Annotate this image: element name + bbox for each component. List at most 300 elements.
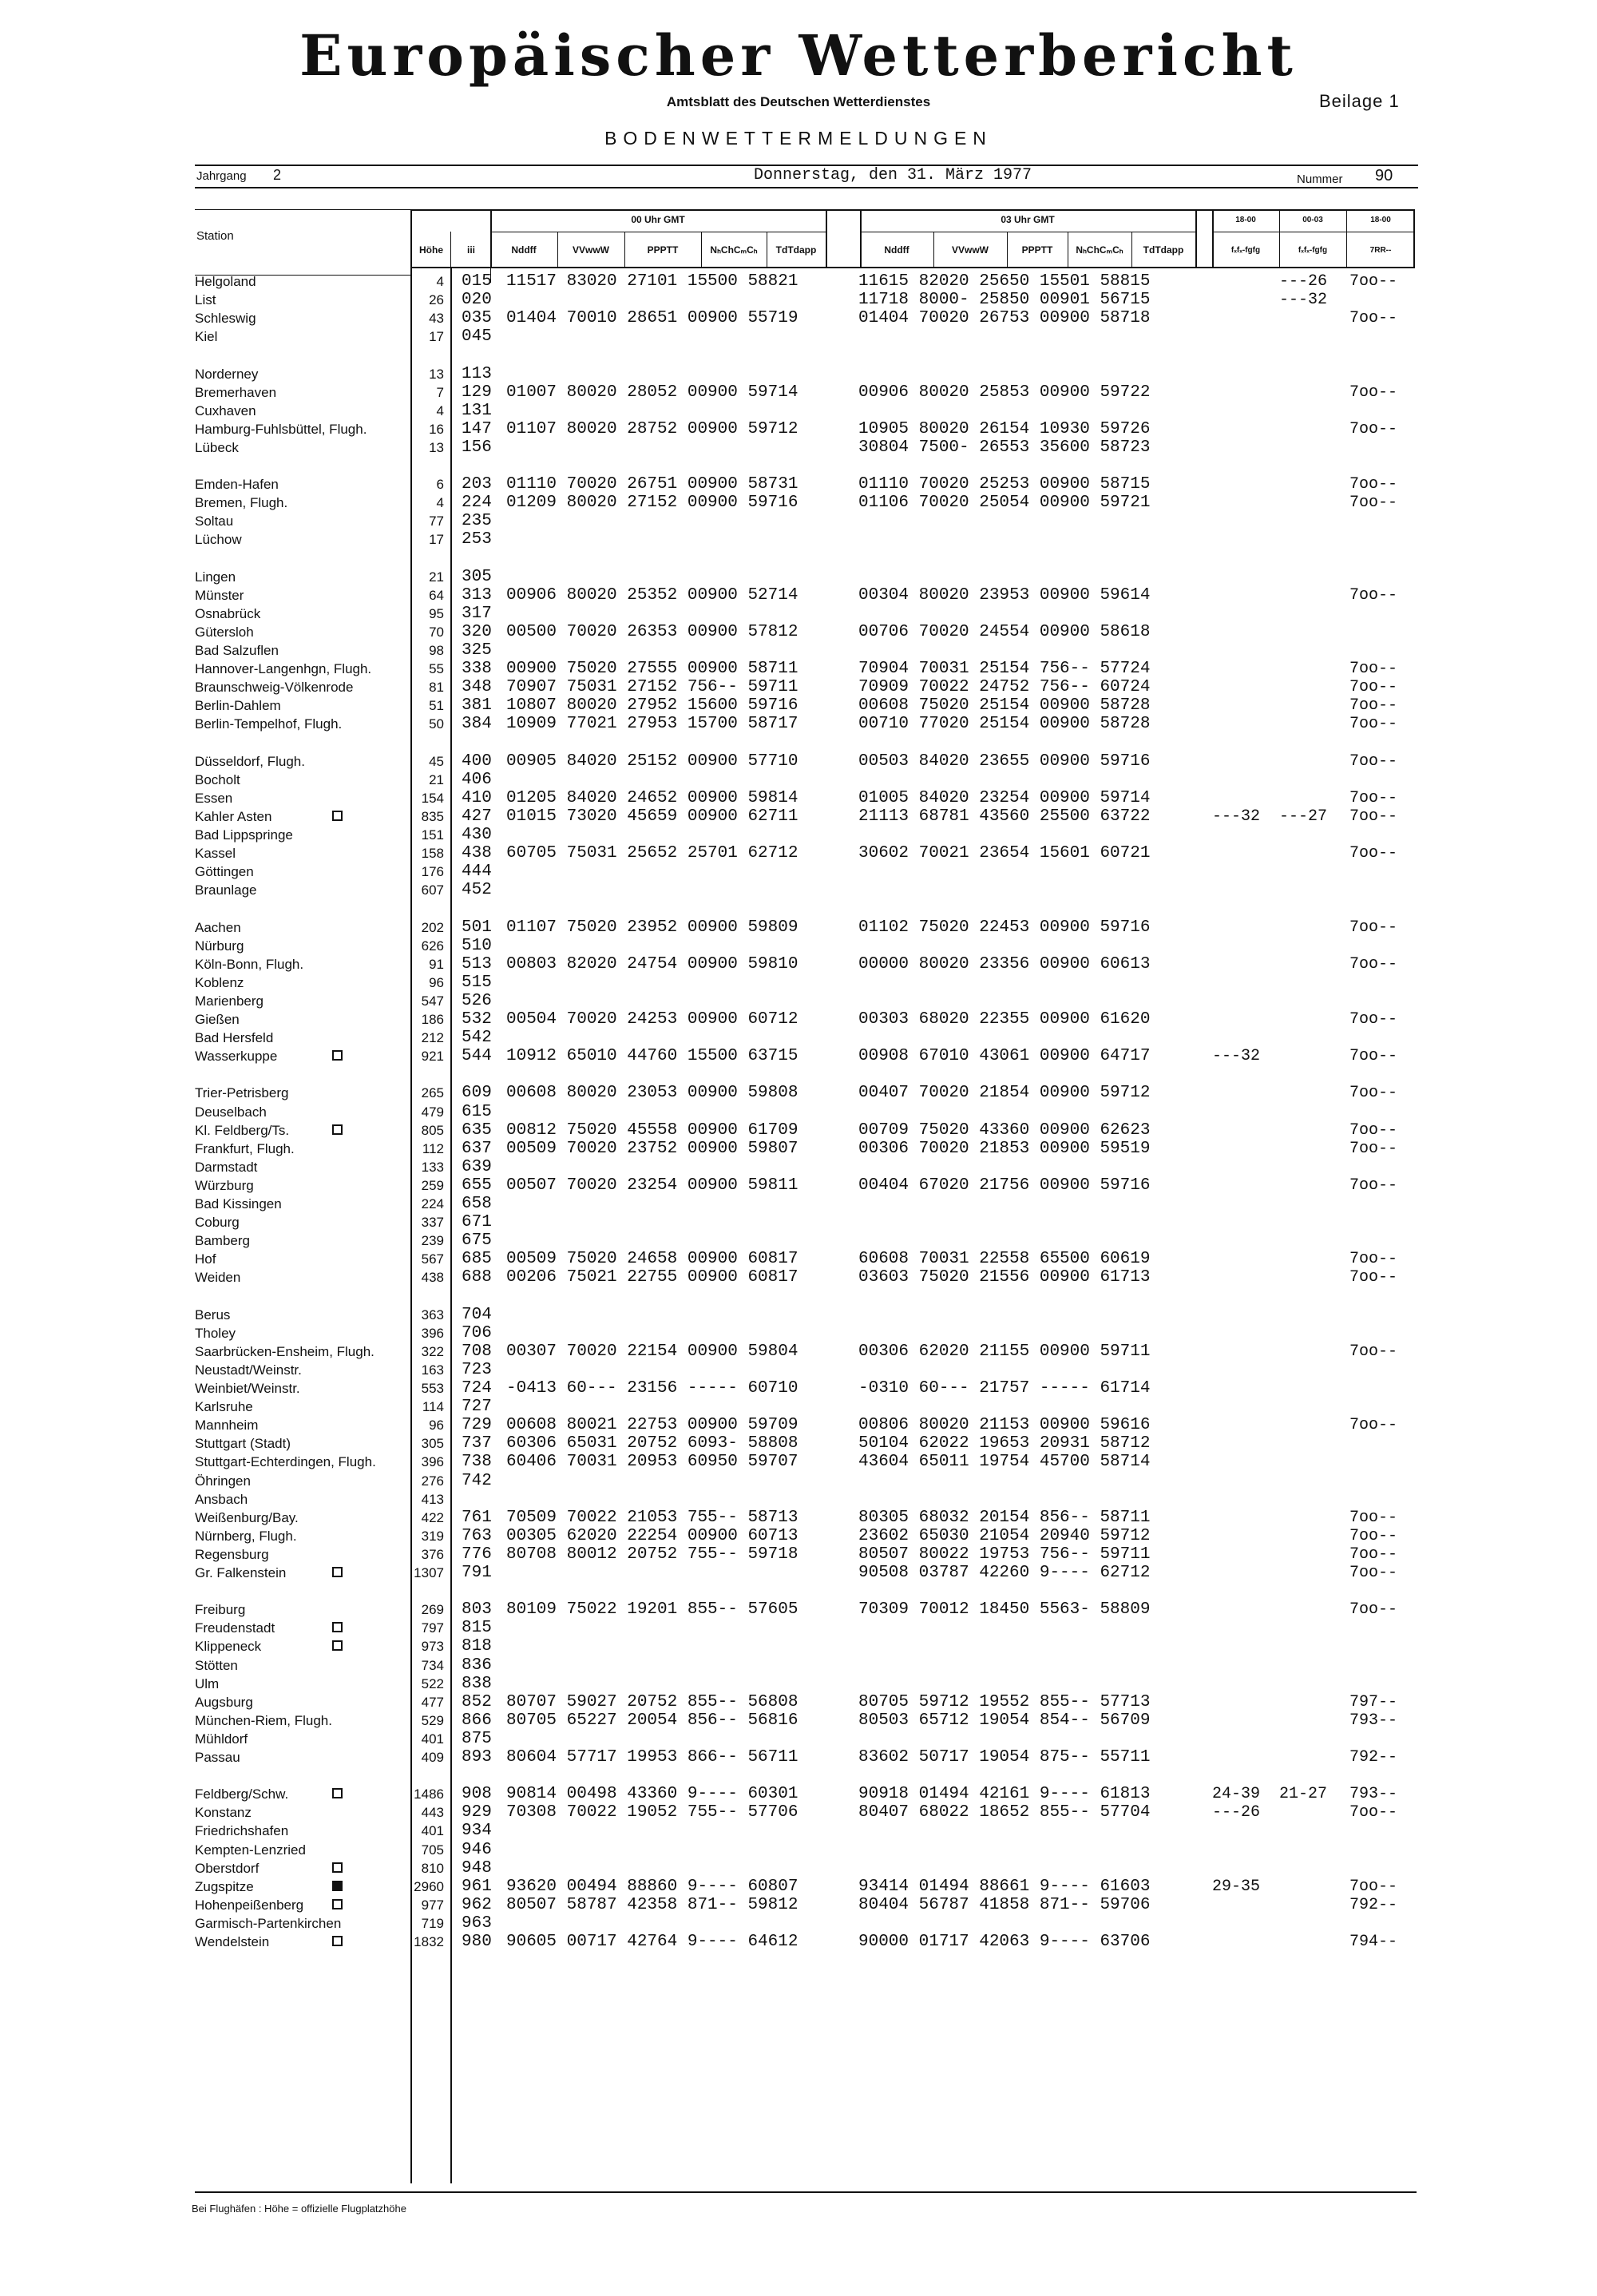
observation-03: 90508 03787 42260 9---- 62712 bbox=[858, 1564, 1151, 1582]
observation-00: 93620 00494 88860 9---- 60807 bbox=[506, 1877, 798, 1896]
hdr-div bbox=[933, 232, 934, 267]
observation-03: 70309 70012 18450 5563- 58809 bbox=[858, 1600, 1151, 1620]
table-row bbox=[0, 1416, 1597, 1434]
station-height: 547 bbox=[421, 993, 444, 1009]
hdr-div bbox=[1413, 209, 1415, 267]
station-name: Lübeck bbox=[195, 439, 239, 455]
extra-col-1: 24-39 bbox=[1212, 1785, 1261, 1804]
station-name: Bad Kissingen bbox=[195, 1196, 282, 1211]
group00-header: 00 Uhr GMT bbox=[631, 214, 685, 225]
table-row bbox=[0, 1711, 1597, 1730]
station-name: Kassel bbox=[195, 846, 236, 862]
extra-header-bottom bbox=[1212, 267, 1415, 268]
station-name: Stuttgart (Stadt) bbox=[195, 1436, 291, 1452]
observation-00: 01404 70010 28651 00900 55719 bbox=[506, 309, 798, 328]
hdr-div bbox=[450, 232, 451, 267]
station-height: 163 bbox=[421, 1362, 444, 1378]
station-height: 202 bbox=[421, 919, 444, 935]
open-square-icon bbox=[332, 1862, 343, 1873]
station-header-rule bbox=[195, 209, 410, 210]
station-index: 203 bbox=[462, 475, 492, 494]
observation-03: 01110 70020 25253 00900 58715 bbox=[858, 475, 1151, 494]
extra-col-2: ---26 bbox=[1279, 272, 1328, 291]
station-name: Weiden bbox=[195, 1270, 241, 1286]
station-name: Hamburg-Fuhlsbüttel, Flugh. bbox=[195, 421, 367, 437]
table-row bbox=[0, 1361, 1597, 1379]
station-index: 532 bbox=[462, 1010, 492, 1029]
station-index: 738 bbox=[462, 1453, 492, 1472]
station-index: 685 bbox=[462, 1250, 492, 1269]
table-row bbox=[0, 1213, 1597, 1231]
observation-03: 00908 67010 43061 00900 64717 bbox=[858, 1047, 1151, 1066]
station-name: Düsseldorf, Flugh. bbox=[195, 753, 305, 769]
open-square-icon bbox=[332, 811, 343, 821]
station-height: 21 bbox=[429, 569, 444, 585]
observation-03: 80407 68022 18652 855-- 57704 bbox=[858, 1803, 1151, 1822]
table-row bbox=[0, 623, 1597, 641]
extra-col-3: 797-- bbox=[1349, 1692, 1398, 1711]
station-height: 443 bbox=[421, 1805, 444, 1821]
open-square-icon bbox=[332, 1936, 343, 1946]
station-height: 567 bbox=[421, 1251, 444, 1267]
station-height: 13 bbox=[429, 439, 444, 455]
station-name: Göttingen bbox=[195, 864, 254, 880]
station-index: 838 bbox=[462, 1674, 492, 1693]
temp-03-header: TdTdapp bbox=[1143, 244, 1184, 256]
table-row bbox=[0, 1250, 1597, 1268]
station-height: 977 bbox=[421, 1897, 444, 1913]
extra-col-3: 7oo-- bbox=[1349, 475, 1398, 494]
station-height: 77 bbox=[429, 514, 444, 529]
station-name: Kempten-Lenzried bbox=[195, 1842, 306, 1858]
station-index: 438 bbox=[462, 844, 492, 863]
table-row bbox=[0, 1527, 1597, 1545]
extra-col-2: 21-27 bbox=[1279, 1785, 1328, 1804]
open-square-icon bbox=[332, 1567, 343, 1577]
extra-col-1: ---32 bbox=[1212, 1047, 1261, 1066]
station-index: 724 bbox=[462, 1379, 492, 1398]
station-height: 6 bbox=[436, 477, 444, 493]
observation-00: 10807 80020 27952 15600 59716 bbox=[506, 696, 798, 716]
station-index: 963 bbox=[462, 1913, 492, 1933]
station-height: 522 bbox=[421, 1675, 444, 1691]
table-row bbox=[0, 937, 1597, 955]
station-name: Helgoland bbox=[195, 274, 256, 289]
station-height: 259 bbox=[421, 1177, 444, 1193]
observation-00: 00206 75021 22755 00900 60817 bbox=[506, 1268, 798, 1287]
station-name: Würzburg bbox=[195, 1177, 254, 1193]
station-height: 401 bbox=[421, 1731, 444, 1747]
observation-03: 70904 70031 25154 756-- 57724 bbox=[858, 660, 1151, 679]
table-row bbox=[0, 678, 1597, 696]
table-row bbox=[0, 1121, 1597, 1140]
station-height: 176 bbox=[421, 864, 444, 880]
station-name: Wendelstein bbox=[195, 1934, 270, 1949]
hdr-div bbox=[701, 232, 702, 267]
table-row bbox=[0, 1748, 1597, 1767]
station-height: 133 bbox=[421, 1159, 444, 1175]
station-index: 452 bbox=[462, 881, 492, 900]
table-row bbox=[0, 1103, 1597, 1121]
station-index: 637 bbox=[462, 1139, 492, 1158]
pppt-00-header: PPPTT bbox=[647, 244, 679, 256]
extra-col-3: 7oo-- bbox=[1349, 844, 1398, 863]
station-name: Freiburg bbox=[195, 1602, 246, 1618]
station-name: Karlsruhe bbox=[195, 1399, 253, 1415]
extra-col-3: 7oo-- bbox=[1349, 660, 1398, 679]
table-row bbox=[0, 1047, 1597, 1065]
observation-03: 83602 50717 19054 875-- 55711 bbox=[858, 1748, 1151, 1767]
extra-col-3: 7oo-- bbox=[1349, 1084, 1398, 1103]
table-row bbox=[0, 881, 1597, 899]
hdr-div bbox=[860, 209, 862, 267]
extra-col-3: 7oo-- bbox=[1349, 954, 1398, 974]
station-height: 921 bbox=[421, 1049, 444, 1065]
observation-00: 01205 84020 24652 00900 59814 bbox=[506, 788, 798, 807]
table-row bbox=[0, 918, 1597, 937]
extra-col-3: 7oo-- bbox=[1349, 1139, 1398, 1158]
observation-03: 00706 70020 24554 00900 58618 bbox=[858, 622, 1151, 641]
station-name: Braunschweig-Völkenrode bbox=[195, 680, 354, 696]
extra-col-1: 29-35 bbox=[1212, 1877, 1261, 1896]
extra-col-3: 7oo-- bbox=[1349, 807, 1398, 826]
station-height: 96 bbox=[429, 974, 444, 990]
observation-03: 10905 80020 26154 10930 59726 bbox=[858, 419, 1151, 438]
table-row bbox=[0, 1324, 1597, 1342]
station-name: Konstanz bbox=[195, 1805, 252, 1821]
table-row bbox=[0, 1140, 1597, 1158]
station-name: Nürburg bbox=[195, 938, 244, 954]
observation-00: 80507 58787 42358 871-- 59812 bbox=[506, 1895, 798, 1914]
observation-03: 30804 7500- 26553 35600 58723 bbox=[858, 438, 1151, 457]
station-height: 95 bbox=[429, 605, 444, 621]
station-height: 276 bbox=[421, 1473, 444, 1489]
nddff-03-header: Nddff bbox=[884, 244, 909, 256]
section-heading: BODENWETTERMELDUNGEN bbox=[604, 128, 993, 149]
table-row bbox=[0, 1803, 1597, 1822]
observation-00: 80109 75022 19201 855-- 57605 bbox=[506, 1600, 798, 1620]
extra-col-3: 7oo-- bbox=[1349, 1120, 1398, 1140]
table-row bbox=[0, 1342, 1597, 1361]
table-row bbox=[0, 1637, 1597, 1656]
observation-00: -0413 60--- 23156 ----- 60710 bbox=[506, 1379, 798, 1398]
station-index: 688 bbox=[462, 1268, 492, 1287]
station-name: Weinbiet/Weinstr. bbox=[195, 1381, 300, 1396]
observation-00: 60705 75031 25652 25701 62712 bbox=[506, 844, 798, 863]
station-name: Emden-Hafen bbox=[195, 477, 279, 493]
station-index: 317 bbox=[462, 604, 492, 623]
station-index: 761 bbox=[462, 1508, 492, 1527]
table-row bbox=[0, 1600, 1597, 1619]
extra-col-3: 7oo-- bbox=[1349, 1803, 1398, 1822]
hdr-div bbox=[624, 232, 625, 267]
table-row bbox=[0, 402, 1597, 420]
extra-col-3: 7oo-- bbox=[1349, 1416, 1398, 1435]
station-index: 410 bbox=[462, 788, 492, 807]
station-height: 50 bbox=[429, 716, 444, 732]
station-name: Weißenburg/Bay. bbox=[195, 1509, 299, 1525]
station-name: Garmisch-Partenkirchen bbox=[195, 1915, 342, 1931]
observation-00: 80707 59027 20752 855-- 56808 bbox=[506, 1692, 798, 1711]
table-row bbox=[0, 1675, 1597, 1693]
extra-col-3: 7oo-- bbox=[1349, 715, 1398, 734]
hdr-div bbox=[490, 209, 492, 267]
observation-00: 90814 00498 43360 9---- 60301 bbox=[506, 1785, 798, 1804]
table-row bbox=[0, 1472, 1597, 1490]
station-name: Gr. Falkenstein bbox=[195, 1565, 287, 1580]
observation-03: 00306 70020 21853 00900 59519 bbox=[858, 1139, 1151, 1158]
table-row bbox=[0, 1656, 1597, 1675]
table-row bbox=[0, 272, 1597, 291]
table-row bbox=[0, 1619, 1597, 1637]
hdr-div bbox=[1131, 232, 1132, 267]
station-index: 513 bbox=[462, 954, 492, 974]
station-index: 348 bbox=[462, 678, 492, 697]
observation-00: 01209 80020 27152 00900 59716 bbox=[506, 494, 798, 513]
station-name: Gießen bbox=[195, 1012, 240, 1027]
station-name: Bremerhaven bbox=[195, 384, 277, 400]
station-index: 803 bbox=[462, 1600, 492, 1620]
table-row bbox=[0, 438, 1597, 457]
extra3-header: 18-00 bbox=[1370, 216, 1391, 224]
table-row bbox=[0, 789, 1597, 807]
station-name: Schleswig bbox=[195, 311, 256, 327]
observation-03: 93414 01494 88661 9---- 61603 bbox=[858, 1877, 1151, 1896]
table-row bbox=[0, 992, 1597, 1010]
station-height: 45 bbox=[429, 753, 444, 769]
station-height: 1307 bbox=[414, 1565, 444, 1580]
extra-col-3: 7oo-- bbox=[1349, 383, 1398, 402]
station-index: 934 bbox=[462, 1822, 492, 1841]
station-height: 973 bbox=[421, 1639, 444, 1655]
clouds-00-header: NₕChCₘCₕ bbox=[710, 244, 758, 256]
extra2-header: 00-03 bbox=[1302, 216, 1323, 224]
station-height: 158 bbox=[421, 846, 444, 862]
station-index: 515 bbox=[462, 973, 492, 992]
observation-00: 00509 70020 23752 00900 59807 bbox=[506, 1139, 798, 1158]
station-name: Münster bbox=[195, 587, 244, 603]
station-index: 609 bbox=[462, 1084, 492, 1103]
observation-03: 00503 84020 23655 00900 59716 bbox=[858, 751, 1151, 771]
number-value: 90 bbox=[1375, 167, 1393, 184]
station-name: Mannheim bbox=[195, 1418, 259, 1434]
observation-03: 21113 68781 43560 25500 63722 bbox=[858, 807, 1151, 826]
table-row bbox=[0, 844, 1597, 862]
station-index: 035 bbox=[462, 309, 492, 328]
table-row bbox=[0, 291, 1597, 309]
open-square-icon bbox=[332, 1640, 343, 1651]
station-index: 815 bbox=[462, 1619, 492, 1638]
station-height: 337 bbox=[421, 1215, 444, 1231]
footer-rule bbox=[195, 2191, 1417, 2193]
station-name: Lingen bbox=[195, 569, 236, 585]
table-row bbox=[0, 1914, 1597, 1933]
extra-col-3: 7oo-- bbox=[1349, 1526, 1398, 1545]
extra-col-3: 7oo-- bbox=[1349, 419, 1398, 438]
station-name: Köln-Bonn, Flugh. bbox=[195, 956, 304, 972]
observation-00: 00500 70020 26353 00900 57812 bbox=[506, 622, 798, 641]
station-index: 742 bbox=[462, 1471, 492, 1490]
station-height: 734 bbox=[421, 1657, 444, 1673]
extra3-subheader: 7RR-- bbox=[1369, 246, 1392, 255]
station-height: 810 bbox=[421, 1860, 444, 1876]
extra-col-3: 7oo-- bbox=[1349, 1342, 1398, 1361]
extra-col-3: 7oo-- bbox=[1349, 309, 1398, 328]
station-index: 384 bbox=[462, 715, 492, 734]
station-name: Darmstadt bbox=[195, 1159, 258, 1175]
station-height: 4 bbox=[436, 274, 444, 289]
observation-00: 00812 75020 45558 00900 61709 bbox=[506, 1120, 798, 1140]
station-height: 835 bbox=[421, 808, 444, 824]
station-index: 908 bbox=[462, 1785, 492, 1804]
observation-03: 00404 67020 21756 00900 59716 bbox=[858, 1176, 1151, 1195]
station-name: Hannover-Langenhgn, Flugh. bbox=[195, 661, 372, 677]
header-rule-bottom bbox=[195, 187, 1418, 188]
extra-col-3: 793-- bbox=[1349, 1711, 1398, 1730]
station-index: 338 bbox=[462, 660, 492, 679]
extra-col-3: 7oo-- bbox=[1349, 272, 1398, 291]
station-height: 64 bbox=[429, 587, 444, 603]
table-row bbox=[0, 1158, 1597, 1176]
station-height: 438 bbox=[421, 1270, 444, 1286]
station-height: 413 bbox=[421, 1491, 444, 1507]
observation-00: 00608 80020 23053 00900 59808 bbox=[506, 1084, 798, 1103]
station-index: 929 bbox=[462, 1803, 492, 1822]
station-height: 396 bbox=[421, 1454, 444, 1470]
station-name: Norderney bbox=[195, 366, 259, 382]
station-height: 797 bbox=[421, 1620, 444, 1636]
station-index: 962 bbox=[462, 1895, 492, 1914]
observation-00: 00608 80021 22753 00900 59709 bbox=[506, 1416, 798, 1435]
document-title: Europäischer Wetterbericht bbox=[299, 22, 1298, 89]
station-name: Bremen, Flugh. bbox=[195, 495, 288, 511]
table-row bbox=[0, 1545, 1597, 1564]
extra-col-3: 7oo-- bbox=[1349, 1176, 1398, 1195]
station-index: 723 bbox=[462, 1360, 492, 1379]
station-name: Osnabrück bbox=[195, 605, 261, 621]
station-index: 544 bbox=[462, 1047, 492, 1066]
table-row bbox=[0, 1398, 1597, 1416]
observation-00: 00307 70020 22154 00900 59804 bbox=[506, 1342, 798, 1361]
table-row bbox=[0, 641, 1597, 660]
hdr-div bbox=[1279, 209, 1280, 267]
station-name: Saarbrücken-Ensheim, Flugh. bbox=[195, 1343, 374, 1359]
observation-00: 80604 57717 19953 866-- 56711 bbox=[506, 1748, 798, 1767]
observation-03: 00608 75020 25154 00900 58728 bbox=[858, 696, 1151, 716]
station-height: 1832 bbox=[414, 1934, 444, 1949]
station-name: Passau bbox=[195, 1750, 240, 1765]
observation-03: 70909 70022 24752 756-- 60724 bbox=[858, 678, 1151, 697]
table-row bbox=[0, 365, 1597, 383]
station-name: Aachen bbox=[195, 919, 241, 935]
station-index: 635 bbox=[462, 1120, 492, 1140]
table-row bbox=[0, 309, 1597, 327]
station-name: Freudenstadt bbox=[195, 1620, 275, 1636]
station-height: 154 bbox=[421, 790, 444, 806]
table-row bbox=[0, 1896, 1597, 1914]
table-row bbox=[0, 1564, 1597, 1582]
station-height: 376 bbox=[421, 1546, 444, 1562]
station-height: 363 bbox=[421, 1307, 444, 1322]
observation-03: 01106 70020 25054 00900 59721 bbox=[858, 494, 1151, 513]
station-height: 422 bbox=[421, 1509, 444, 1525]
hdr-div bbox=[826, 209, 827, 267]
station-height: 607 bbox=[421, 882, 444, 898]
station-index: 501 bbox=[462, 918, 492, 937]
station-index: 510 bbox=[462, 936, 492, 955]
observation-00: 90605 00717 42764 9---- 64612 bbox=[506, 1933, 798, 1951]
table-row bbox=[0, 1176, 1597, 1195]
table-row bbox=[0, 696, 1597, 715]
table-row bbox=[0, 955, 1597, 974]
station-name: Berlin-Tempelhof, Flugh. bbox=[195, 716, 343, 732]
extra-col-3: 7oo-- bbox=[1349, 751, 1398, 771]
station-height: 626 bbox=[421, 938, 444, 954]
station-height: 305 bbox=[421, 1436, 444, 1452]
observation-03: 11718 8000- 25850 00901 56715 bbox=[858, 291, 1151, 310]
observation-03: 80507 80022 19753 756-- 59711 bbox=[858, 1545, 1151, 1564]
observation-03: 90918 01494 42161 9---- 61813 bbox=[858, 1785, 1151, 1804]
extra-col-3: 7oo-- bbox=[1349, 1545, 1398, 1564]
supplement-label: Beilage 1 bbox=[1319, 91, 1400, 111]
extra2-subheader: fₓfₓ-fgfg bbox=[1298, 246, 1328, 255]
station-height: 319 bbox=[421, 1528, 444, 1544]
station-index: 776 bbox=[462, 1545, 492, 1564]
station-name: Soltau bbox=[195, 514, 234, 529]
station-name: Oberstdorf bbox=[195, 1860, 260, 1876]
station-index: 045 bbox=[462, 327, 492, 347]
extra-col-2: ---32 bbox=[1279, 291, 1328, 310]
station-height: 112 bbox=[422, 1140, 444, 1156]
extra-col-3: 792-- bbox=[1349, 1895, 1398, 1914]
station-name: Zugspitze bbox=[195, 1878, 254, 1894]
observation-03: 01005 84020 23254 00900 59714 bbox=[858, 788, 1151, 807]
station-height: 55 bbox=[429, 661, 444, 677]
station-index: 430 bbox=[462, 826, 492, 844]
extra-col-3: 793-- bbox=[1349, 1785, 1398, 1804]
station-index: 708 bbox=[462, 1342, 492, 1361]
station-name: Bad Hersfeld bbox=[195, 1030, 274, 1046]
observation-03: 03603 75020 21556 00900 61713 bbox=[858, 1268, 1151, 1287]
station-height: 4 bbox=[436, 402, 444, 418]
temp-00-header: TdTdapp bbox=[775, 244, 817, 256]
issue-date: Donnerstag, den 31. März 1977 bbox=[754, 166, 1032, 184]
station-height: 151 bbox=[421, 827, 444, 843]
station-height: 401 bbox=[421, 1823, 444, 1839]
station-name: Gütersloh bbox=[195, 624, 254, 640]
table-row bbox=[0, 974, 1597, 992]
station-name: Regensburg bbox=[195, 1546, 269, 1562]
station-name: Bad Lippspringe bbox=[195, 827, 293, 843]
table-row bbox=[0, 494, 1597, 512]
station-height: 1486 bbox=[414, 1786, 444, 1802]
station-index: 706 bbox=[462, 1323, 492, 1342]
station-index: 113 bbox=[462, 364, 492, 383]
extra-col-3: 7oo-- bbox=[1349, 696, 1398, 716]
observation-03: 23602 65030 21054 20940 59712 bbox=[858, 1526, 1151, 1545]
extra-col-3: 7oo-- bbox=[1349, 1877, 1398, 1896]
station-index: 704 bbox=[462, 1305, 492, 1324]
table-row bbox=[0, 826, 1597, 844]
table-row bbox=[0, 1785, 1597, 1803]
extra-col-1: ---26 bbox=[1212, 1803, 1261, 1822]
observation-03: 00710 77020 25154 00900 58728 bbox=[858, 715, 1151, 734]
station-index: 235 bbox=[462, 512, 492, 531]
hdr-div bbox=[1346, 209, 1347, 267]
station-index: 526 bbox=[462, 991, 492, 1010]
table-row bbox=[0, 1841, 1597, 1859]
station-height: 553 bbox=[421, 1381, 444, 1396]
